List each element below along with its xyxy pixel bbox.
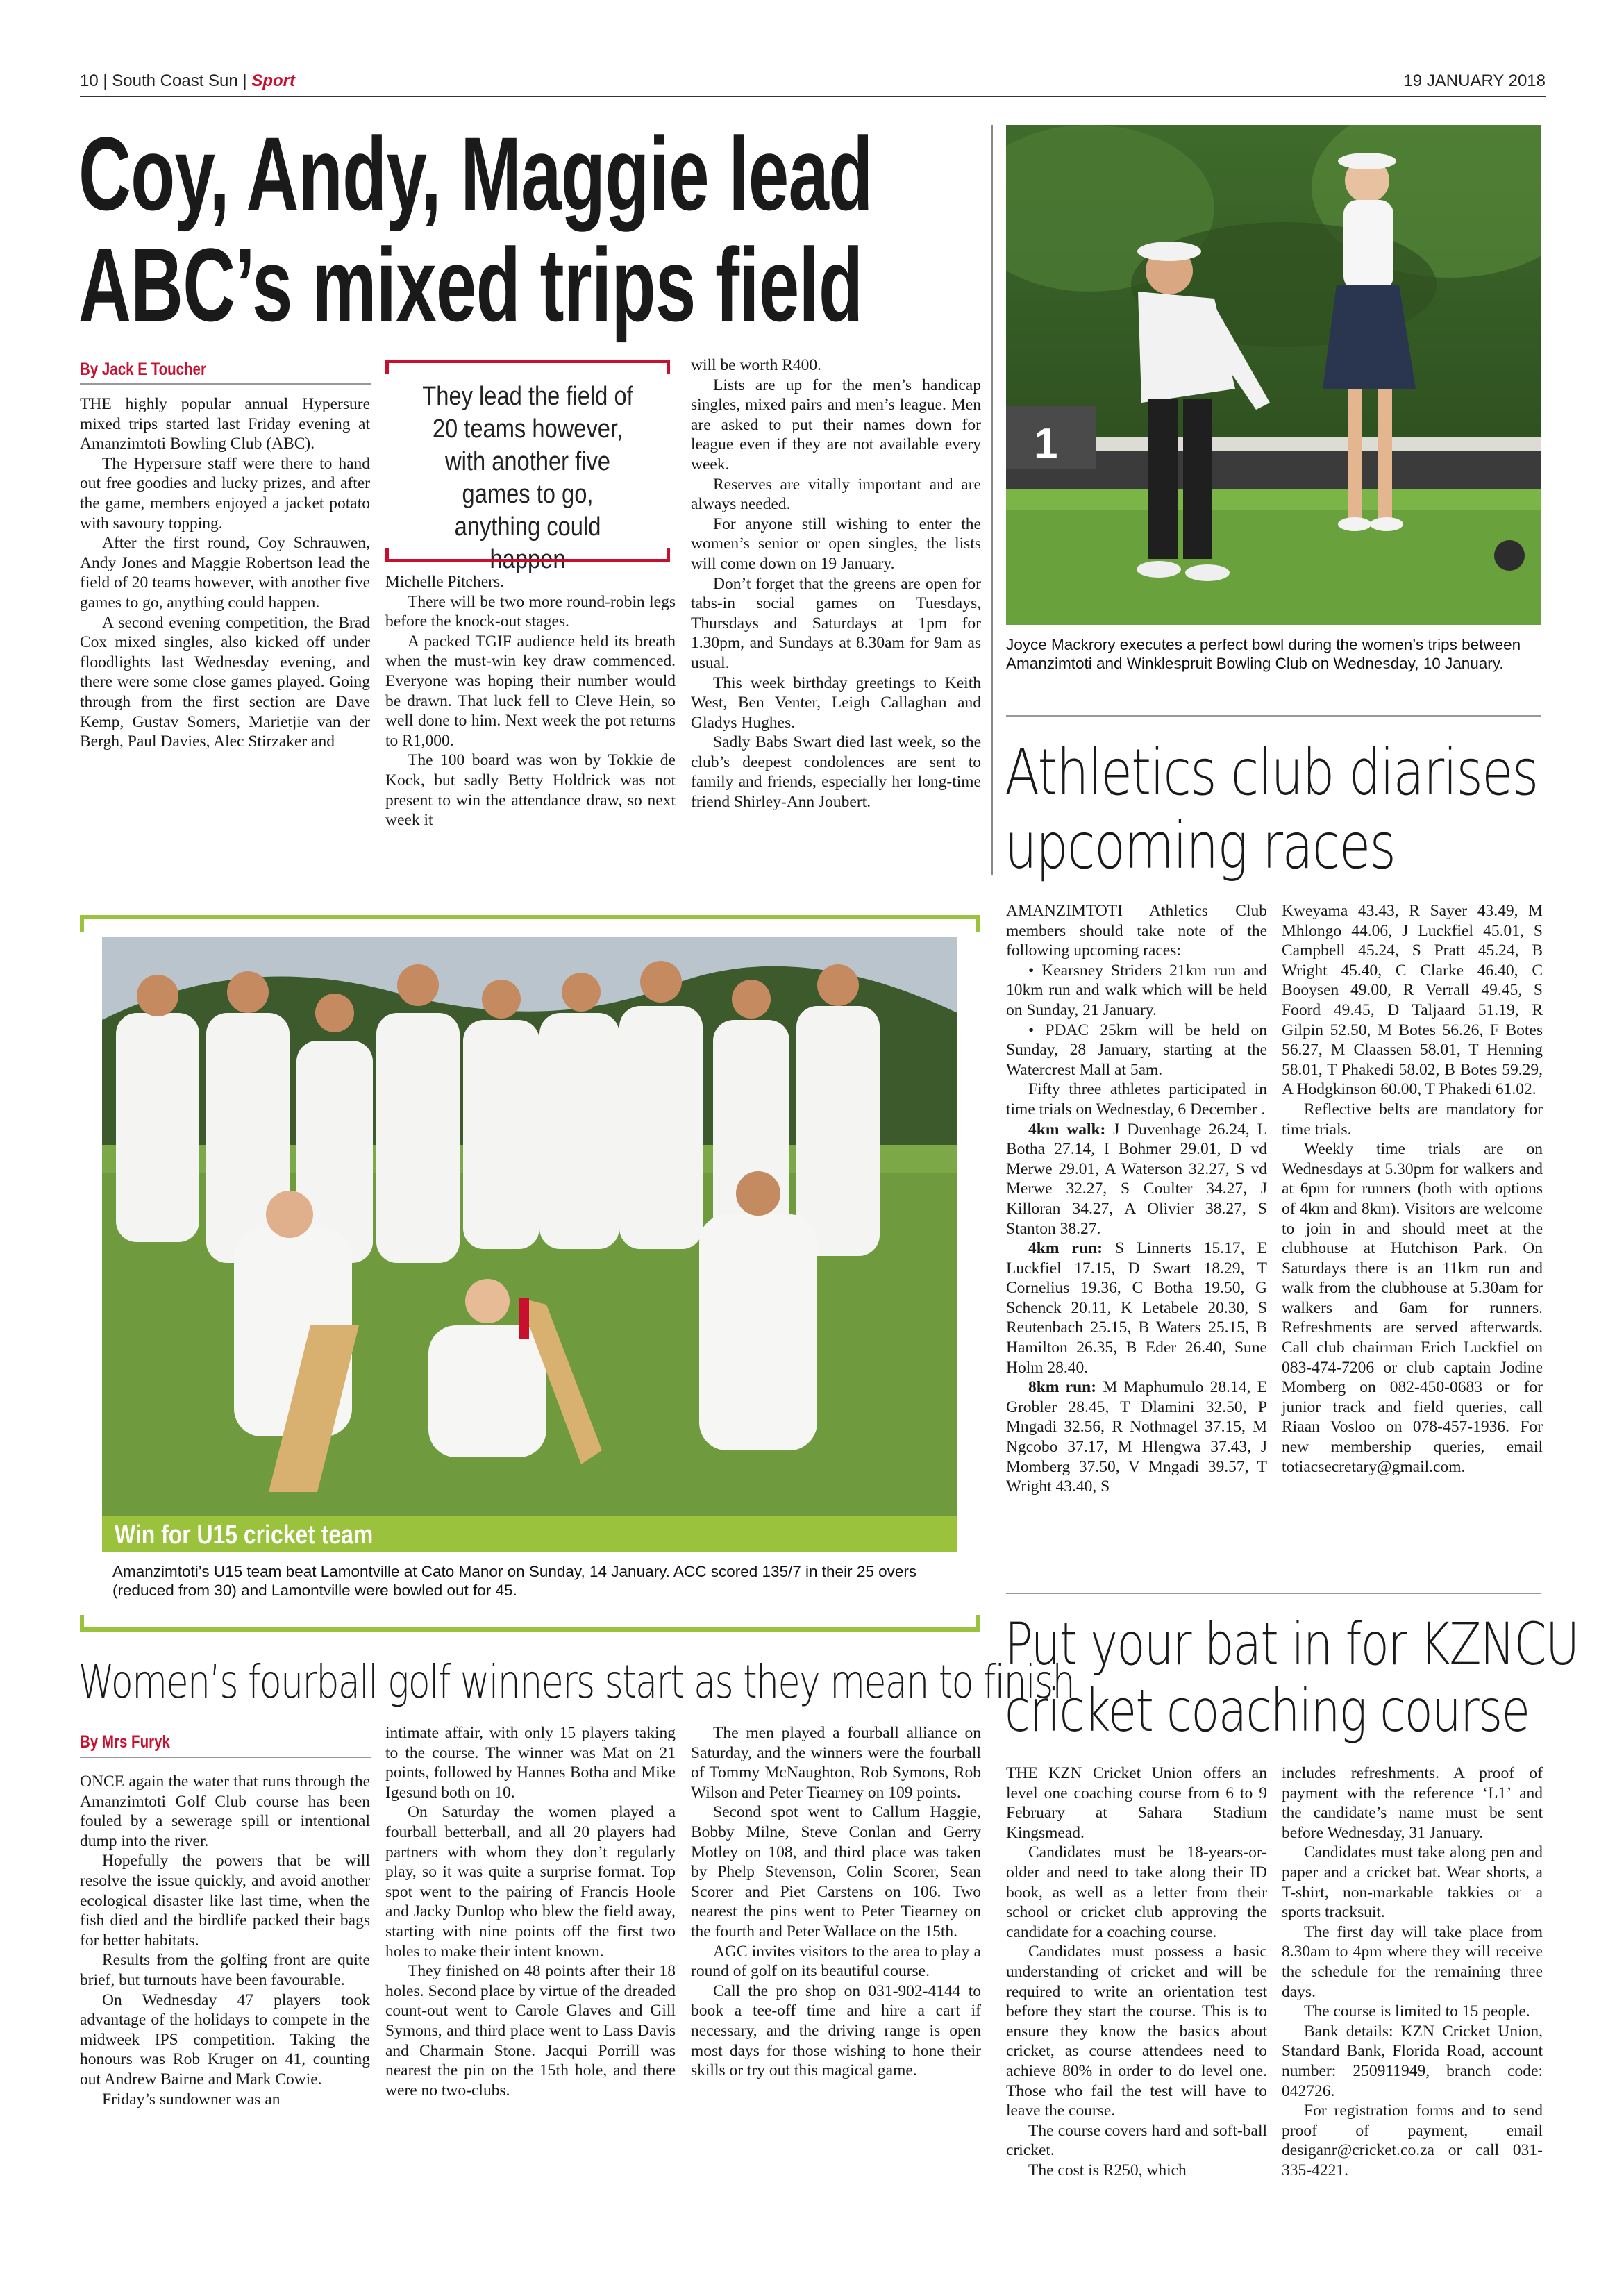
paragraph: Candidates must be 18-years-or-older and need to take along their ID book, as well as a letter from their school or cricket club approving the candidate for a coaching course. (1006, 1843, 1267, 1941)
header-rule (80, 96, 1546, 97)
paragraph: Second spot went to Callum Haggie, Bobby Milne, Steve Conlan and Gerry Motley on 108, and third place was taken by Phelp Stevenson, Colin Scorer, Sean Scorer and Piet Carstens on 106. Two nearest the pins went to Peter Tiearney on the fourth and Peter Wallace on the 15th. (691, 1803, 981, 1941)
byline-golf: By Mrs Furyk (80, 1732, 170, 1752)
paragraph: Weekly time trials are on Wednesdays at 5.30pm for walkers and at 6pm for runners (both with options of 4km and 8km). Visitors are welcome to join in and should meet at the clubhouse at Hutchison Park. On Saturdays there is an 11km run and walk from the clubhouse at 5.30am for walkers and 6am for runners. Refreshments are served afterwards. Call club chairman Erich Luckfiel on 083-474-7206 or club captain Jodine Momberg on 082-450-0683 or for junior track and field queries, call Riaan Vosloo on 078-457-1936. For new membership queries, email totiacsecretary@gmail.com. (1282, 1140, 1543, 1476)
bowls-photo-caption: Joyce Mackrory executes a perfect bowl during the women’s trips between Amanzimtoti and Winklespruit Bowling Club on Wednesday, 10 January. (1006, 636, 1521, 672)
golf-column-1 (80, 1772, 370, 2109)
golf-byline-rule (80, 1757, 371, 1758)
paragraph: The course covers hard and soft-ball cricket. (1006, 2121, 1267, 2160)
paragraph: The 100 board was won by Tokkie de Kock, but sadly Betty Holdrick was not present to win the attendance draw, so next week it (385, 751, 676, 830)
paragraph: They finished on 48 points after their 18 holes. Second place by virtue of the dreaded count-out went to Carole Glaves and Gill Symons, and third place went to Lass Davis and Charmain Stone. Jacqui Porrill was nearest the pin on the 15th hole, and there were no two-clubs. (385, 1962, 676, 2100)
paragraph: On Wednesday 47 players took advantage of the holidays to compete in the midweek IPS competition. Taking the honours was Rob Kruger on 41, counting out Andrew Bairne and Mark Cowie. (80, 1991, 370, 2088)
bowls-caption-rule (1006, 715, 1541, 717)
kzncu-headline-line-1: Put your bat in for KZNCU (1005, 1610, 1579, 1678)
trips-column-1 (80, 394, 370, 752)
section-name: Sport (251, 72, 295, 90)
paragraph: Bank details: KZN Cricket Union, Standard Bank, Florida Road, account number: 250911949, branch code: 042726. (1282, 2022, 1543, 2100)
paragraph: Friday’s sundowner was an (102, 2090, 281, 2109)
paragraph: Reserves are vitally important and are always needed. (691, 475, 981, 514)
paragraph: Kweyama 43.43, R Sayer 43.49, M Mhlongo 44.06, J Luckfiel 45.01, S Campbell 45.24, S Pratt 45.24, B Wright 45.40, C Clarke 46.40, C Booysen 49.00, R Verrall 49.45, S Foord 49.45, D Taljaard 51.19, R Gilpin 52.50, M Botes 56.26, F Botes 56.27, M Claassen 58.01, T Henning 58.01, T Phakedi 58.02, B Botes 59.29, A Hodgkinson 60.00, T Phakedi 61.02. (1282, 902, 1543, 1099)
kzncu-column-2 (1282, 1763, 1543, 2180)
paragraph: Candidates must possess a basic understanding of cricket and will be required to write an orientation test before they start the course. This is to ensure they know the basics about cricket, as course attendees need to achieve 80% in order to do level one. Those who fail the test will have to leave the course. (1006, 1943, 1267, 2120)
paragraph: Sadly Babs Swart died last week, so the club’s deepest condolences are sent to family and friends, especially her long-time friend Shirley-Ann Joubert. (691, 733, 981, 812)
kzncu-column-1 (1006, 1763, 1267, 2180)
issue-date: 19 JANUARY 2018 (1403, 72, 1546, 90)
page-header (80, 72, 1546, 97)
page-number: 10 (80, 72, 99, 90)
kzncu-headline (1005, 1611, 1579, 1744)
paragraph: includes refreshments. A proof of payment with the reference ‘L1’ and the candidate’s name must be sent before Wednesday, 31 January. (1282, 1764, 1543, 1842)
paragraph: THE highly popular annual Hypersure mixed trips started last Friday evening at Amanzimtoti Bowling Club (ABC). (80, 395, 370, 453)
paragraph: The course is limited to 15 people. (1304, 2002, 1530, 2021)
cricket-title: Win for U15 cricket team (115, 1520, 374, 1550)
paragraph: Hopefully the powers that be will resolve the issue quickly, and avoid another ecological disaster like last time, when the fish died and the birdlife packed their bags for better habitats. (80, 1852, 370, 1950)
paragraph: AGC invites visitors to the area to play a round of golf on its beautiful course. (691, 1942, 981, 1981)
bowls-photo (1006, 125, 1541, 625)
paragraph (1006, 1377, 1267, 1497)
paragraph: Results from the golfing front are quite brief, but turnouts have been favourable. (80, 1951, 370, 1989)
trips-column-2 (385, 572, 676, 830)
byline-trips: By Jack E Toucher (80, 360, 206, 379)
cricket-photo-caption: Amanzimtoti’s U15 team beat Lamontville at Cato Manor on Sunday, 14 January. ACC scored 135/7 in their 25 overs (reduced from 30) and Lamontville were bowled out for 45. (112, 1563, 917, 1599)
paragraph: AMANZIMTOTI Athletics Club members should take note of the following upcoming races: (1006, 902, 1267, 960)
paragraph: THE KZN Cricket Union offers an level one coaching course from 6 to 9 February at Sahara Stadium Kingsmead. (1006, 1764, 1267, 1842)
paragraph: Call the pro shop on 031-902-4144 to book a tee-off time and hire a cart if necessary, and the driving range is open most days for those wishing to hone their skills or try out this magical game. (691, 1981, 981, 2080)
paragraph: A second evening competition, the Brad Cox mixed singles, also kicked off under floodlights last Wednesday evening, and there were some close games played. Going through from the first section are Dave Kemp, Gustav Somers, Marietjie van der Bergh, Paul Davies, Alec Stirzaker and (80, 613, 370, 751)
cricket-team-photo (102, 937, 957, 1516)
paragraph: will be worth R400. (691, 356, 821, 374)
paragraph: This week birthday greetings to Keith West, Ben Venter, Leigh Callaghan and Gladys Hughes. (691, 673, 981, 732)
paragraph: • Kearsney Striders 21km run and 10km run and walk which will be held on Sunday, 21 January. (1006, 961, 1267, 1019)
paragraph: intimate affair, with only 15 players taking to the course. The winner was Mat on 21 points, followed by Hannes Botha and Mike Igesund both on 10. (385, 1724, 676, 1802)
athletics-column-2 (1282, 901, 1543, 1477)
main-headline (78, 115, 873, 343)
paragraph: For registration forms and to send proof of payment, email desiganr@cricket.co.za or call 031-335-4221. (1282, 2102, 1543, 2179)
paragraph (1006, 1120, 1267, 1239)
header-separator: | (242, 72, 252, 90)
result-category-label: 8km run: (1028, 1378, 1097, 1397)
paragraph (1006, 1239, 1267, 1377)
result-category-label: 4km walk: (1028, 1120, 1106, 1139)
paragraph: The Hypersure staff were there to hand out free goodies and lucky prizes, and after the game, members enjoyed a jacket potato with savoury topping. (80, 454, 370, 533)
publication-name: South Coast Sun (112, 72, 238, 90)
athletics-headline-line-1: Athletics club diarises (1005, 735, 1538, 810)
paragraph: Don’t forget that the greens are open for tabs-in social games on Tuesdays, Thursdays and Saturdays at 1pm for 1.30pm, and Sundays at 8.30am for 9am as usual. (691, 574, 981, 672)
paragraph: Fifty three athletes participated in time trials on Wednesday, 6 December . (1006, 1080, 1267, 1118)
athletics-headline-line-2: upcoming races (1005, 809, 1396, 883)
paragraph: There will be two more round-robin legs before the knock-out stages. (385, 592, 676, 631)
trips-column-3 (691, 355, 981, 812)
pull-quote-text: They lead the field of 20 teams however, with another five games to go, anything could happen (422, 382, 633, 574)
athletics-end-rule (1006, 1593, 1541, 1594)
header-separator: | (103, 72, 112, 90)
paragraph: The cost is R250, which (1028, 2161, 1187, 2179)
pull-quote-box (385, 360, 670, 574)
athletics-column-1 (1006, 901, 1267, 1497)
rink-marker: 1 (1034, 420, 1058, 468)
paragraph: ONCE again the water that runs through the Amanzimtoti Golf Club course has been fouled by a sewerage spill or intentional dump into the river. (80, 1773, 370, 1850)
golf-column-2 (385, 1723, 676, 2100)
athletics-headline (1005, 736, 1538, 883)
column-divider (991, 125, 993, 875)
paragraph: For anyone still wishing to enter the women’s senior or open singles, the lists will come down on 19 January. (691, 514, 981, 573)
byline-rule (80, 383, 371, 385)
paragraph: A packed TGIF audience held its breath when the must-win key draw commenced. Everyone was hoping their number would be drawn. That luck fell to Cleve Hein, so well done to him. Next week the pot returns to R1,000. (385, 632, 676, 750)
headline-line-1: Coy, Andy, Maggie lead (78, 115, 873, 232)
paragraph: Michelle Pitchers. (385, 573, 504, 591)
paragraph: After the first round, Coy Schrauwen, Andy Jones and Maggie Robertson lead the field of 20 teams however, with another five games to go, anything could happen. (80, 534, 370, 612)
paragraph: Candidates must take along pen and paper and a cricket bat. Wear shorts, a T-shirt, non-markable takkies or a sports tracksuit. (1282, 1843, 1543, 1922)
quote-bracket-top (385, 360, 670, 374)
result-list: M Maphumulo 28.14, E Grobler 28.45, T Dlamini 32.50, P Mngadi 32.56, R Nothnagel 37.15, M Ngcobo 37.17, M Hlengwa 37.43, J Momberg 37.50, V Mngadi 39.57, T Wright 43.40, S (1006, 1378, 1267, 1496)
paragraph: Lists are up for the men’s handicap singles, mixed pairs and men’s league. Men are asked to put their names down for league even if they are not available every week. (691, 376, 981, 474)
result-list: S Linnerts 15.17, E Luckfiel 17.15, D Swart 18.29, T Cornelius 19.36, C Botha 19.50, G Schenck 20.11, K Letabele 20.30, S Reutenbach 25.15, B Waters 25.15, B Hamilton 26.35, B Eder 26.40, Sune Holm 28.40. (1006, 1239, 1267, 1377)
green-frame-top (80, 915, 980, 932)
golf-column-3 (691, 1723, 981, 2081)
paragraph: Reflective belts are mandatory for time trials. (1282, 1100, 1543, 1139)
result-list: J Duvenhage 26.24, L Botha 27.14, I Bohmer 29.01, D vd Merwe 29.01, A Waterson 32.27, S vd Merwe 32.27, S Coulter 34.27, J Killoran 34.27, A Olivier 38.27, S Stanton 38.27. (1006, 1120, 1268, 1238)
bowls-photo-illustration (1006, 125, 1541, 625)
paragraph: The men played a fourball alliance on Saturday, and the winners were the fourball of Tommy McNaughton, Rob Symons, Rob Wilson and Peter Tiearney on 109 points. (691, 1724, 981, 1802)
kzncu-headline-line-2: cricket coaching course (1005, 1677, 1530, 1745)
cricket-title-bar (102, 1516, 957, 1552)
paragraph: • PDAC 25km will be held on Sunday, 28 January, starting at the Watercrest Mall at 5am. (1006, 1021, 1267, 1079)
golf-headline: Women’s fourball golf winners start as they mean to finish (78, 1655, 1075, 1709)
cricket-photo-illustration (102, 937, 957, 1516)
headline-line-2: ABC’s mixed trips field (78, 226, 863, 343)
paragraph: On Saturday the women played a fourball betterball, and all 20 players had partners with whom they don’t regularly play, so it was quite a surprise format. Top spot went to the pairing of Francis Hoole and Jacky Dunlop who blew the field away, starting with nine points off the first two holes to make their intent known. (385, 1803, 676, 1961)
paragraph: The first day will take place from 8.30am to 4pm where they will receive the schedule for the remaining three days. (1282, 1922, 1543, 2001)
result-category-label: 4km run: (1028, 1239, 1103, 1258)
quote-bracket-bottom (385, 548, 670, 562)
green-frame-bottom (80, 1615, 980, 1632)
